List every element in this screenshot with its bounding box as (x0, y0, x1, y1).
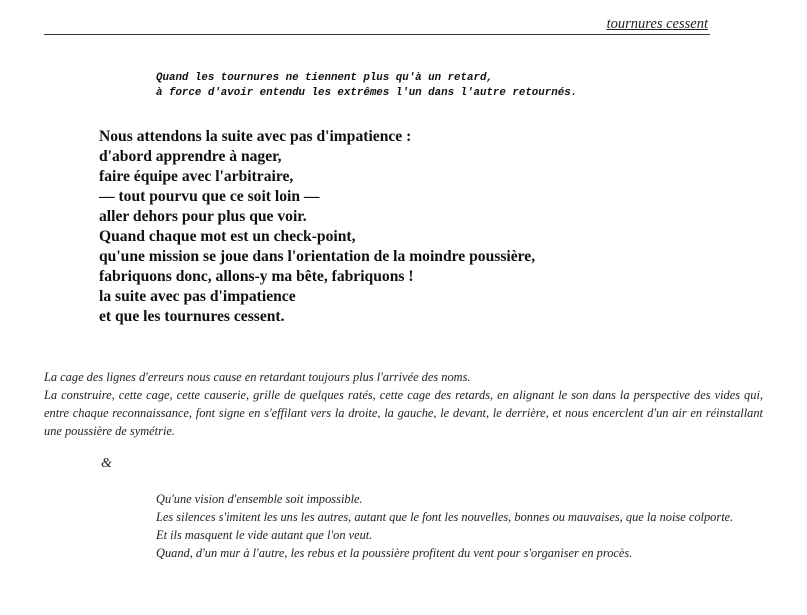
stanza-line: Les silences s'imitent les uns les autres, autant que le font les nouvelles, bonnes ou mauvaises, que la noise colporte. (156, 510, 734, 524)
prose-paragraph: La construire, cette cage, cette causerie, grille de quelques ratés, cette cage des retards, en alignant le son dans la perspective des vides qui, entre chaque reconnaissance, font signe en s'effilant vers la droite, la gauche, le devant, le derrière, et nous encerclent d'un air en réinstallant une poussière de symétrie. (44, 388, 763, 438)
poem-line: fabriquons donc, allons-y ma bête, fabriquons ! (99, 268, 414, 285)
poem-line: aller dehors pour plus que voir. (99, 208, 307, 225)
poem-line: — tout pourvu que ce soit loin — (99, 188, 320, 205)
prose-paragraph: La cage des lignes d'erreurs nous cause en retardant toujours plus l'arrivée des noms. (44, 370, 471, 384)
stanza-line: Qu'une vision d'ensemble soit impossible. (156, 492, 363, 506)
poem-line: Nous attendons la suite avec pas d'impatience : (99, 128, 412, 145)
epigraph (156, 71, 577, 101)
epigraph-line: à force d'avoir entendu les extrêmes l'un dans l'autre retournés. (156, 87, 578, 99)
poem-line: faire équipe avec l'arbitraire, (99, 168, 294, 185)
poem-line: qu'une mission se joue dans l'orientation de la moindre poussière, (99, 248, 536, 265)
ampersand-ornament: & (101, 456, 112, 471)
poem (99, 127, 535, 327)
stanza-line: Quand, d'un mur à l'autre, les rebus et la poussière profitent du vent pour s'organiser en procès. (156, 546, 633, 560)
stanza-line: Et ils masquent le vide autant que l'on veut. (156, 528, 373, 542)
closing-stanza (156, 490, 733, 562)
poem-line: la suite avec pas d'impatience (99, 288, 296, 305)
prose-block (44, 368, 763, 440)
epigraph-line: Quand les tournures ne tiennent plus qu'à un retard, (156, 72, 493, 84)
page-header (44, 16, 710, 35)
poem-line: d'abord apprendre à nager, (99, 148, 282, 165)
poem-line: Quand chaque mot est un check-point, (99, 228, 356, 245)
poem-line: et que les tournures cessent. (99, 308, 285, 325)
running-title: tournures cessent (606, 16, 708, 32)
